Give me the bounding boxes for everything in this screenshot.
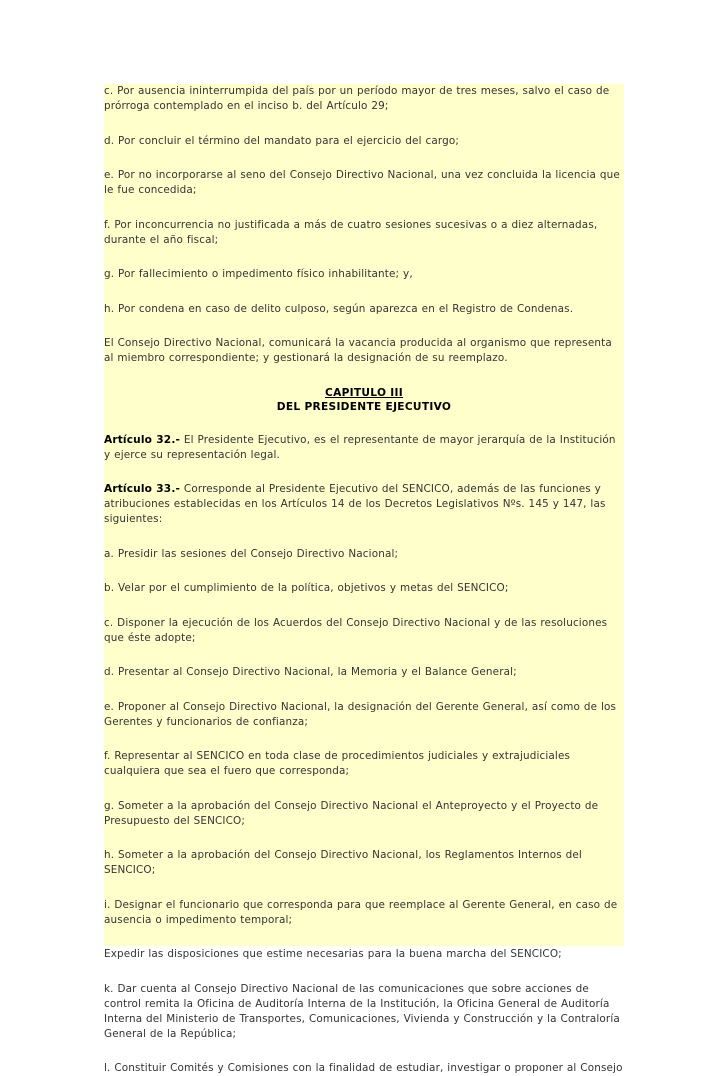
paragraph-c-ausencia: c. Por ausencia ininterrumpida del país por un período mayor de tres meses, salvo el caso de prórroga contemplado en el inciso b. del Artículo 29; bbox=[104, 85, 610, 112]
item-k-dar-cuenta: k. Dar cuenta al Consejo Directivo Nacional de las comunicaciones que sobre acciones de control remita la Oficina de Auditoría Interna de la Institución, la Oficina General de Auditoría Interna del Ministerio de Transportes, Comunicaciones, Vivienda y Construcción y la Contraloría General de la República; bbox=[104, 982, 620, 1040]
article-33 bbox=[104, 482, 624, 527]
paragraph-f-inconcurrencia: f. Por inconcurrencia no justificada a más de cuatro sesiones sucesivas o a diez alternadas, durante el año fiscal; bbox=[104, 218, 598, 246]
paragraph-d-termino: d. Por concluir el término del mandato para el ejercicio del cargo; bbox=[104, 134, 459, 147]
item-b-velar: b. Velar por el cumplimiento de la política, objetivos y metas del SENCICO; bbox=[104, 582, 509, 594]
item-h-someter-reglamentos: h. Someter a la aprobación del Consejo Directivo Nacional, los Reglamentos Internos del SENCICO; bbox=[104, 849, 582, 876]
item-g-someter-presupuesto: g. Someter a la aprobación del Consejo Directivo Nacional el Anteproyecto y el Proyecto de Presupuesto del SENCICO; bbox=[104, 799, 599, 827]
item-i-designar: i. Designar el funcionario que corresponda para que reemplace al Gerente General, en caso de ausencia o impedimento temporal; bbox=[104, 898, 618, 926]
chapter-title: DEL PRESIDENTE EJECUTIVO bbox=[276, 400, 452, 413]
paragraph-h-condena: h. Por condena en caso de delito culposo, según aparezca en el Registro de Condenas. bbox=[104, 302, 574, 315]
article-32 bbox=[104, 433, 624, 463]
item-l-constituir: l. Constituir Comités y Comisiones con la finalidad de estudiar, investigar o proponer al Consejo bbox=[104, 1062, 623, 1074]
paragraph-vacancia: El Consejo Directivo Nacional, comunicará la vacancia producida al organismo que representa al miembro correspondiente; y gestionará la designación de su reemplazo. bbox=[104, 337, 612, 364]
paragraph-e-licencia: e. Por no incorporarse al seno del Consejo Directivo Nacional, una vez concluida la licencia que le fue concedida; bbox=[104, 169, 620, 196]
article-33-text: Corresponde al Presidente Ejecutivo del SENCICO, además de las funciones y atribuciones establecidas en los Artículos 14 de los Decretos Legislativos Nºs. 145 y 147, las siguientes: bbox=[104, 483, 606, 525]
article-32-text: El Presidente Ejecutivo, es el representante de mayor jerarquía de la Institución y ejerce su representación legal. bbox=[104, 433, 616, 461]
paragraph-g-fallecimiento: g. Por fallecimiento o impedimento físico inhabilitante; y, bbox=[104, 268, 413, 280]
article-32-label: Artículo 32.- bbox=[104, 433, 181, 446]
item-d-presentar: d. Presentar al Consejo Directivo Nacional, la Memoria y el Balance General; bbox=[104, 666, 517, 678]
item-c-disponer: c. Disponer la ejecución de los Acuerdos del Consejo Directivo Nacional y de las resoluciones que éste adopte; bbox=[104, 616, 608, 644]
chapter-heading bbox=[104, 386, 624, 414]
item-e-proponer: e. Proponer al Consejo Directivo Nacional, la designación del Gerente General, así como de los Gerentes y funcionarios de confianza; bbox=[104, 700, 617, 728]
article-33-label: Artículo 33.- bbox=[104, 483, 181, 495]
chapter-number: CAPITULO III bbox=[325, 386, 403, 399]
item-expedir: Expedir las disposiciones que estime necesarias para la buena marcha del SENCICO; bbox=[104, 948, 562, 960]
item-a-presidir: a. Presidir las sesiones del Consejo Directivo Nacional; bbox=[104, 547, 399, 560]
item-f-representar: f. Representar al SENCICO en toda clase de procedimientos judiciales y extrajudiciales cualquiera que sea el fuero que corresponda; bbox=[104, 750, 571, 777]
document-page bbox=[104, 84, 624, 1074]
